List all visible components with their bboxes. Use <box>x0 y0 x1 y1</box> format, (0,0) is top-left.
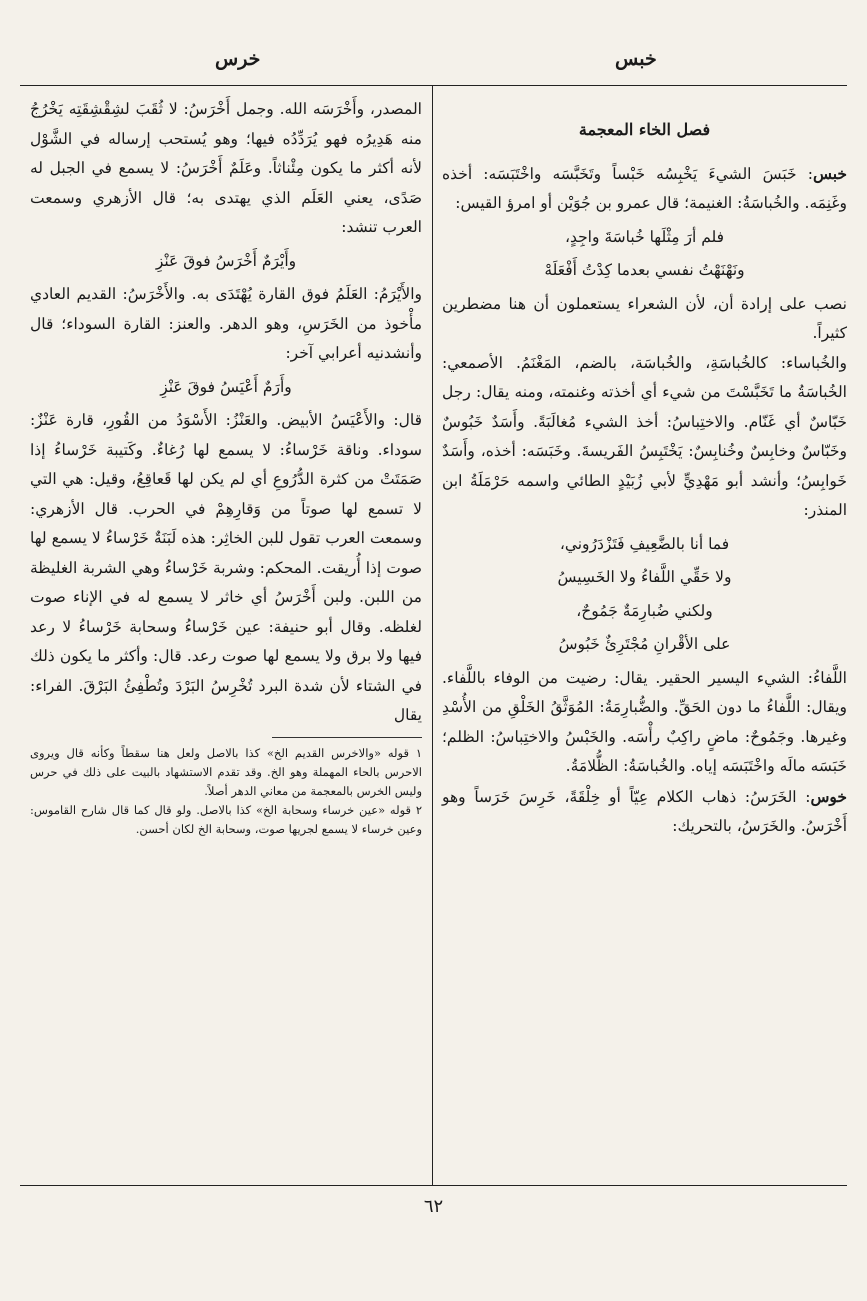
verse-line: فلم أرَ مِثْلَها خُباسَةَ واجِدٍ، <box>564 227 725 246</box>
paragraph: والخُباساء: كالخُباسَةِ، والخُباسَة، بالضم، المَغْنَمُ. الأصمعي: الخُباسَةُ ما تَخَبَّسْتَ من شيء أي أخذته وغنمته، ومنه يقال: رجل خَبّاسٌ أي غَنّام. والاختِباسُ: أخذ الشيء مُغالَبَةً. وأَسَدٌ خَبُوسٌ وخَبّاسٌ وخابِسٌ وخُنابِسٌ: يَخْتَبِسُ الفَريسةَ. وخَبَسَه: أخذه، وأَسَدٌ خَوابِسُ؛ وأنشد أبو مَهْدِيٍّ لأبي زُبَيْدٍ الطائي واسمه حَرْمَلَةُ ابن المنذر: <box>442 353 847 519</box>
paragraph: اللَّفاءُ: الشيء اليسير الحقير. يقال: رضيت من الوفاء باللَّفاء. ويقال: اللَّفاءُ ما دون الحَقِّ. والضُّبارِمَةُ: المُوَثَّقُ الخَلْقِ من الأُسْدِ وغيرها. وجَمُوحٌ: ماضٍ راكِبٌ رأْسَه. والخَبْسُ والاختِباسُ: الظلم؛ خَبَسَه مالَه واخْتَبَسَه إياه. والخُباسَةُ: الظُّلامَةُ. <box>442 668 847 775</box>
entry-khabas <box>442 159 847 219</box>
running-head-right: خبس <box>615 48 657 70</box>
paragraph: والأَيْرَمُ: العَلَمُ فوق القارة يُهْتَدَى به. والأَخْرَسُ: القديم العادي مأْخوذ من الخَرَسِ، وهو الدهر. والعنز: القارة السوداء؛ قال وأنشدنيه أعرابي آخر: <box>30 285 422 362</box>
headword-khabas: خبس <box>812 163 847 183</box>
top-rule <box>20 85 847 86</box>
paragraph: قال: والأَعْيَسُ الأبيض. والعَنْزُ: الأَسْوَدُ من القُورِ، قارة عَنْزٌ: سوداء. وناقة خَرْساءُ: لا يسمع لها رُغاءٌ. وكَتيبة خَرْساءُ إذا صَمَتَتْ من كثرة الدُّرُوعِ أي لم يكن لها قَعاقِعُ، وقيل: هي التي لا تسمع لها صوتاً من وَقارِهِمْ في الحرب. قال الأزهري: وسمعت العرب تقول للبن الخاثِر: هذه لَبَنَةٌ خَرْساءُ لا يسمع لها صوت إذا أُريقت. المحكم: وشربة خَرْساءُ وهي الشربة الغليظة من اللبن. ولبن أَخْرَسُ أي خاثر لا يسمع له في الإناء صوت لغلظه. وقال أبو حنيفة: عين خَرْساءُ وسحابة خَرْساءُ لا رعد فيها ولا برق ولا يسمع لها صوت رعد. قال: وأكثر ما يكون ذلك في الشتاء لأن شدة البرد تُخْرِسُ البَرْدَ وتُطْفِئُ البَرْقَ. الفراء: يقال <box>30 411 422 724</box>
entry-khawas-text: : الخَرَسُ: ذهاب الكلام عِيّاً أو خِلْقَةً، خَرِسَ خَرَساً وهو أَخْرَسُ. والخَرَسُ، بالتحريك: <box>442 787 847 835</box>
bottom-rule <box>20 1185 847 1186</box>
right-column <box>442 95 847 842</box>
entry-khabas-text: : خَبَسَ الشيءَ يَخْبِسُه خَبْساً وتَخَبَّسَه واخْتَبَسَه: أخذه وغَنِمَه. والخُباسَةُ: الغنيمة؛ قال عمرو بن جُوَيْن أو امرؤ القيس: <box>442 164 847 212</box>
paragraph: نصب على إرادة أن، لأن الشعراء يستعملون أن هنا مضطرين كثيراً. <box>442 294 847 342</box>
verse-line: وأَيْرَمٌ أَخْرَسُ فوقَ عَنْزِ <box>155 251 297 270</box>
verse-line: فما أنا بالضَّعِيفِ فَتَزْدَرُوني، <box>559 534 730 553</box>
verse-line: وأَرَمٌ أَعْيَسُ فوقَ عَنْزِ <box>160 377 292 396</box>
verse-line: ولكني ضُبارِمَةٌ جَمُوحٌ، <box>576 601 713 620</box>
footnote-rule <box>272 737 422 738</box>
footnote-1: ١ قوله «والاخرس القديم الخ» كذا بالاصل ولعل هنا سقطاً وكأنه قال ويروى الاحرس بالحاء المهملة وهو الخ. وقد تقدم الاستشهاد بالبيت على ذلك في حرس وليس الخرس بالمعجمة من معاني الدهر أصلاً. <box>30 745 422 798</box>
verse-line: ولا حَقِّي اللَّفاءُ ولا الخَسِيسُ <box>557 568 732 586</box>
page-number: ٦٢ <box>423 1196 444 1217</box>
column-divider <box>432 86 433 1185</box>
verse-line: ونَهْنَهْتُ نفسي بعدما كِدْتُ أَفْعَلَهْ <box>544 261 745 279</box>
running-head-left: خرس <box>215 48 261 70</box>
entry-khawas <box>442 782 847 842</box>
paragraph: المصدر، وأَخْرَسَه الله. وجمل أَخْرَسُ: لا ثُقَبَ لشِقْشِقَتِه يَخْرُجُ منه هَدِيرُه فهو يُرَدِّدُه فيها؛ وهو يُستحب إرساله في الشَّوْل لأنه أكثر ما يكون مِئْناثاً. وعَلَمٌ أَخْرَسُ: لا يسمع في الجبل له صَدًى، يعني العَلَم الذي يهتدى به؛ قال الأزهري وسمعت العرب تنشد: <box>30 100 422 236</box>
verse-line: على الأقْرانِ مُجْتَرِئٌ خَبُوسُ <box>558 635 731 653</box>
left-column <box>30 95 422 839</box>
section-title: فصل الخاء المعجمة <box>578 120 711 139</box>
headword-khawas: خوس <box>810 786 847 806</box>
footnote-2: ٢ قوله «عين خرساء وسحابة الخ» كذا بالاصل. ولو قال كما قال شارح القاموس: وعين خرساء لا يسمع لجريها صوت، وسحابة الخ لكان أحسن. <box>30 802 422 836</box>
